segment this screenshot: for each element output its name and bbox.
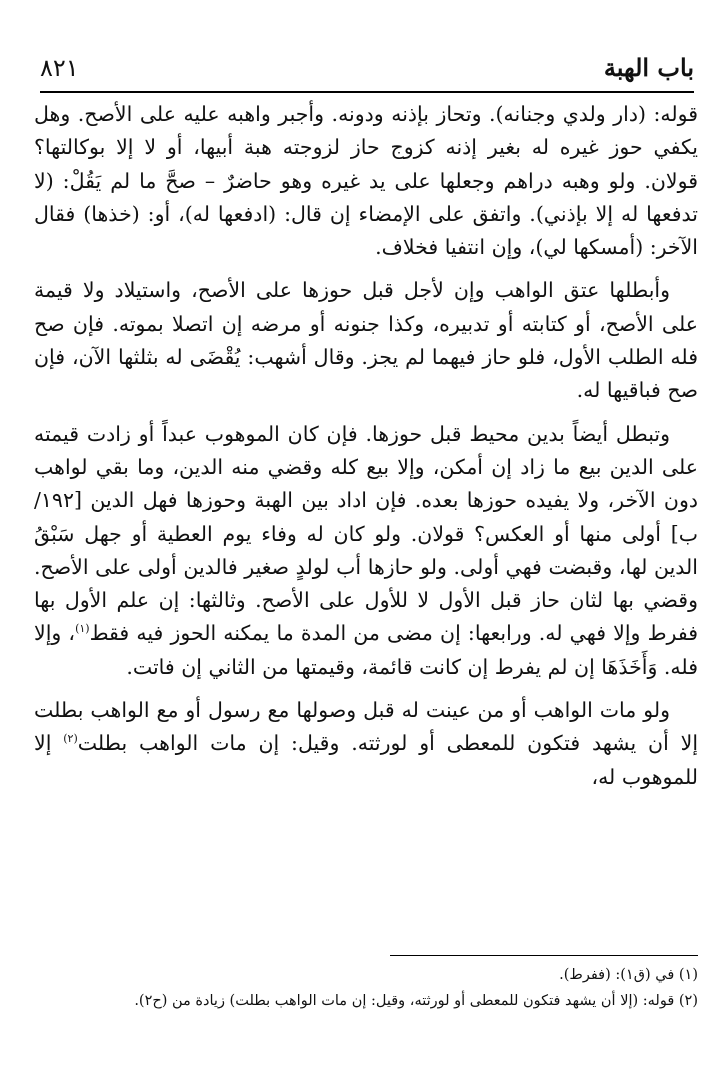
paragraph-text: وأبطلها عتق الواهب وإن لأجل قبل حوزها على الأصح، واستيلاد ولا قيمة على الأصح، أو كتابته أو تدبيره، وكذا جنونه أو مرضه إن اتصلا بموته. فإن صح فله الطلب الأول، فلو حاز فيهما لم يجز. وقال أشهب: يُقْضَى له بثلثها الآن، فإن صح فباقيها له.: [34, 278, 698, 403]
paragraph-text-continued: إلا للموهوب له،: [34, 731, 698, 789]
paragraph-1: [34, 98, 698, 264]
footnote-1: (١) في (ق١): (ففرط).: [559, 967, 698, 983]
footnotes: [34, 962, 698, 1014]
footnote-ref-2[interactable]: (٢): [63, 732, 78, 746]
running-header: [40, 50, 694, 86]
paragraph-3: [34, 418, 698, 684]
page-number: ٨٢١: [40, 54, 79, 82]
paragraph-text: ولو مات الواهب أو من عينت له قبل وصولها مع رسول أو مع الواهب بطلت إلا أن يشهد فتكون للمعطى أو لورثته. وقيل: إن مات الواهب بطلت: [34, 698, 699, 756]
paragraph-text: قوله: (دار ولدي وجنانه). وتحاز بإذنه ودونه. وأجبر واهبه عليه على الأصح. وهل يكفي حوز غيره له بغير إذنه كزوج حاز لزوجته هبة أبيها، أو لا إلا بوكالتها؟ قولان. ولو وهبه دراهم وجعلها على يد غيره وهو حاضرٌ – صحَّ ما لم يَقُلْ: (لا تدفعها له إلا بإذني). واتفق على الإمضاء إن قال: (ادفعها له)، أو: (خذها) فقال الآخر: (أمسكها لي)، وإن انتفيا فخلاف.: [34, 102, 698, 260]
paragraph-2: [34, 274, 698, 407]
paragraph-text: وتبطل أيضاً بدين محيط قبل حوزها. فإن كان الموهوب عبداً أو زادت قيمته على الدين بيع ما زاد إن أمكن، وإلا بيع كله وقضي منه الدين، وما بقي لواهب دون الآخر، ولا يفيده حوزها بعده. فإن اداد بين الهبة وحوزها فهل الدين [١٩٢/ ب] أولى منها أو العكس؟ قولان. ولو كان له وفاء يوم العطية أو جهل سَبْقُ الدين لها، وقبضت فهي أولى. ولو حازها أب لولدٍ صغير فالدين أولى على الأصح. وقضي بها لثان حاز قبل الأول لا للأول على الأصح. وثالثها: إن علم الأول بها ففرط وإلا فهي له. ورابعها: إن مضى من المدة ما يمكنه الحوز فيه فقط: [34, 421, 699, 646]
header-divider: [40, 91, 694, 93]
paragraph-4: [34, 694, 698, 794]
footnote-divider: [390, 955, 698, 956]
main-text: [34, 98, 698, 794]
paragraph-text-continued: ، وإلا فله. وَأَخَذَهَا إن لم يفرط إن كانت قائمة، وقيمتها من الثاني إن فاتت.: [34, 621, 698, 679]
footnote-ref-1[interactable]: (١): [75, 622, 90, 636]
footnote-2: (٢) قوله: (إلا أن يشهد فتكون للمعطى أو لورثته، وقيل: إن مات الواهب بطلت) زيادة من (ح٢).: [134, 993, 698, 1009]
chapter-title: باب الهبة: [603, 53, 694, 82]
